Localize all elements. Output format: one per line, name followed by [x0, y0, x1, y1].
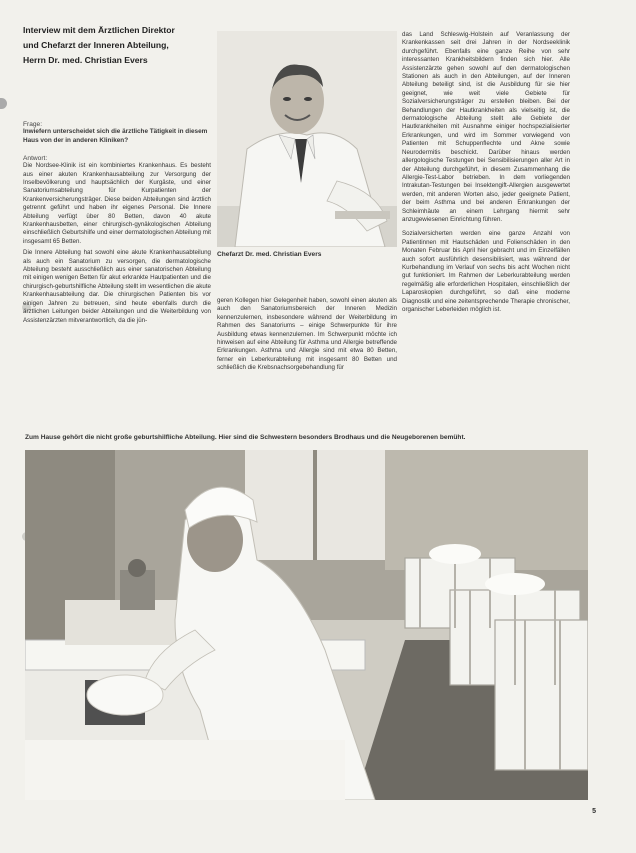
headline-line-1: Interview mit dem Ärztlichen Direktor	[23, 25, 175, 35]
article-headline	[23, 23, 213, 68]
answer-label: Antwort:	[23, 155, 48, 163]
column-3-paragraph-2: Sozialversicherten werden eine ganze Anzahl von Patientinnen mit Hautschäden und Folienschäden in den Monaten Februar bis April hier gebracht und im Einzelfällen auch sofort ausführlich desensibilisiert, was während der Kurbehandlung im Verlauf von sechs bis acht Wochen nicht gut funktioniert. Im Rahmen der Leberkurabteilung werden regelmäßig alle erforderlichen Hospitalen, einschließlich der Laparoskopien durchgeführt, so daß eine moderne Diagnostik und eine zeitentsprechende Therapie chronischer, organischer Leberleiden möglich ist.	[402, 230, 570, 313]
portrait-photo	[217, 31, 397, 247]
question-label: Frage:	[23, 121, 43, 128]
portrait-image	[217, 31, 397, 247]
headline-line-2: und Chefarzt der Inneren Abteilung,	[23, 40, 169, 50]
interview-column-2: geren Kollegen hier Gelegenheit haben, sowohl einen akuten als auch den Sanatoriumsbereich der Inneren Medizin kennenzulernen, insbesondere während der Weiterbildung im Rahmen des Sanatoriums – einige Schwerpunkte für ihre Ausbildung etwas kennenzulernen. Im Schwerpunkt möchte ich hinweisen auf eine Abteilung für Asthma und Allergie betreffende Erkrankungen. Asthma und Allergie sind mit etwa 80 Betten, ferner ein Leberkurabteilung mit insgesamt 80 Betten und schließlich die Krebsnachsorgebehandlung für	[217, 297, 397, 372]
question-text: Inwiefern unterscheidet sich die ärztliche Tätigkeit in diesem Haus von der in anderen Kliniken?	[23, 128, 208, 144]
interview-column-1	[23, 121, 211, 325]
binding-mark	[0, 98, 7, 109]
nursery-photo	[25, 450, 588, 800]
page-number: 5	[592, 808, 596, 815]
answer-text: Die Nordsee-Klinik ist ein kombiniertes Krankenhaus. Es besteht aus einer akuten Krankenhausabteilung zur Versorgung der Inselbevölkerung und hauptsächlich der Kurgäste, und einer Sanatoriumsabteilung für Kurpatienten der Krankenversicherungsträger. Diese beiden Abteilungen sind ärztlich getrennt geführt und haben ihr eigenes Personal. Die Innere Abteilung verfügt über 80 Betten, davon 40 akute Krankenhausbetten, einer chirurgisch-gynäkologischen Abteilung einschließlich Geburtshilfe und einer dermatologischen Abteilung mit insgesamt 65 Betten.	[23, 162, 211, 245]
photo-caption: Zum Hause gehört die nicht große geburtshilfliche Abteilung. Hier sind die Schwestern besonders Brodhaus und die Neugeborenen bemüht.	[25, 434, 466, 441]
portrait-caption: Chefarzt Dr. med. Christian Evers	[217, 251, 322, 258]
column-1-paragraph-2: Die Innere Abteilung hat sowohl eine akute Krankenhausabteilung als auch ein Sanatorium zu versorgen, die dermatologische Abteilung besteht ausschließlich aus einer sanatorischen Abteilung mit einigen wenigen Betten für akut erkrankte Hautpatienten und die chirurgisch-geburtshilfliche Abteilung stellt im wesentlichen die akute Krankenhausabteilung dar. Die chirurgischen Patienten bis vor einigen Jahren zu betreuen, sind heute ebenfalls durch die ärztlichen Leitungen beider Abteilungen und die Weiterbildung von Assistenzärzten mitverantwortlich, da die jün-	[23, 249, 211, 324]
nursery-image	[25, 450, 588, 800]
column-3-paragraph-1: das Land Schleswig-Holstein auf Veranlassung der Krankenkassen seit drei Jahren in der Nordseeklinik durchgeführt. Ebenfalls eine ganze Reihe von sehr interessanten Krankheitsbildern finden sich hier. Alle Assistenzärzte gehen sowohl auf den dermatologischen Stationen als auch in den Abteilungen, auf der Inneren Abteilung beteiligt sind, ist die Ausbildung für sie hier geeignet, wie weit viele Gebiete für Sozialversicherungsträger zu erstellen bleiben. Bei der Behandlungen der Hautkrankheiten als vielseitig ist, die dermatologische Abteilung stellt alle Gebiete der Hautkrankheiten mit Ausnahme einiger hochspezialisierter Erkrankungen, und wird im Sommer vorwiegend von Patienten mit Schuppenflechte und Akne sowie Neurodermitis beschickt. Darüber hinaus werden allergologische Testungen bei Sensibilisierungen aller Art in der Abteilung durchgeführt, in diesem Zusammenhang die Allergie-Test-Labor betrieben. In dem vorliegenden Intrakutan-Testungen bei Insektengift-Allergien ausgewertet werden, mit anderen Worten also, jeder geeignete Patient, der beim Asthma und bei anderen Erkrankungen der Schleimhäute an einem Lehrgang hiermit sehr anzugewiesenen Einrichtung führen.	[402, 31, 570, 223]
interview-column-3	[402, 31, 570, 314]
headline-line-3: Herrn Dr. med. Christian Evers	[23, 55, 148, 65]
